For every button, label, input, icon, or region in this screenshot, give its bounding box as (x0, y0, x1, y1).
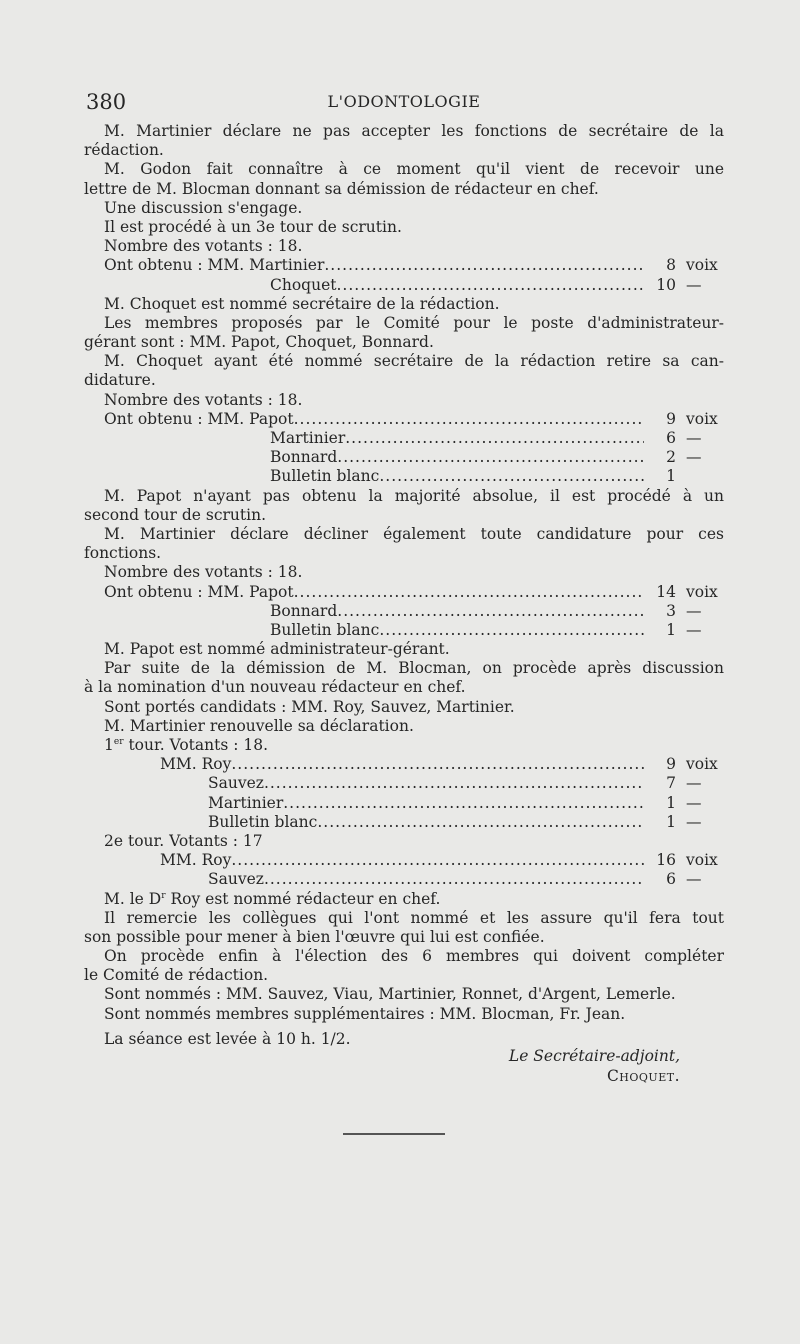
vote-unit: — (686, 275, 702, 294)
text-line: M. Papot est nommé administrateur-gérant. (104, 640, 450, 659)
page-number: 380 (86, 90, 127, 114)
signature-title: Le Secrétaire-adjoint, (508, 1047, 680, 1065)
leader-dots (379, 467, 644, 486)
text-line: Nombre des votants : 18. (104, 237, 303, 256)
text-line: le Comité de rédaction. (84, 966, 269, 985)
text-line: On procède enfin à l'élection des 6 membres qui doivent compléter (104, 947, 724, 966)
text-line: 2e tour. Votants : 17 (104, 831, 263, 850)
leader-dots (264, 774, 644, 793)
text-fragment: tour. Votants : 18. (123, 736, 269, 754)
vote-label: MM. Roy (160, 755, 232, 774)
leader-dots (336, 276, 644, 295)
vote-count: 1 (666, 620, 676, 639)
vote-count: 2 (666, 448, 676, 467)
leader-dots (345, 429, 644, 448)
text-fragment: Roy est nommé rédacteur en chef. (165, 889, 441, 908)
text-line: Par suite de la démission de M. Blocman, on procède après discussion (104, 659, 724, 678)
vote-row (84, 583, 724, 602)
vote-unit: voix (686, 582, 718, 601)
vote-count: 16 (656, 851, 676, 870)
text-line (84, 736, 724, 755)
vote-label: Choquet (270, 275, 337, 294)
vote-row (84, 621, 724, 640)
vote-row (84, 256, 724, 275)
text-line: M. Martinier déclare décliner également toute candidature pour ces (104, 524, 724, 543)
text-line (84, 890, 724, 909)
text-line: second tour de scrutin. (84, 505, 266, 524)
vote-row (84, 870, 724, 889)
vote-label: Ont obtenu : MM. Martinier (104, 256, 325, 275)
signature-name: Choquet. (606, 1067, 680, 1085)
vote-row (84, 276, 724, 295)
vote-row (84, 794, 724, 813)
vote-row (84, 467, 724, 486)
vote-unit: — (686, 601, 702, 620)
text-line: M. Godon fait connaître à ce moment qu'il vient de recevoir une (104, 160, 724, 179)
leader-dots (379, 621, 644, 640)
text-line: son possible pour mener à bien l'œuvre qui lui est confiée. (84, 927, 545, 946)
vote-count: 7 (666, 774, 676, 793)
text-line: La séance est levée à 10 h. 1/2. (104, 1029, 351, 1048)
vote-count: 3 (666, 601, 676, 620)
text-line: M. Papot n'ayant pas obtenu la majorité absolue, il est procédé à un (104, 486, 724, 505)
vote-row (84, 755, 724, 774)
vote-row (84, 410, 724, 429)
vote-count: 1 (666, 467, 676, 486)
text-line: Sont portés candidats : MM. Roy, Sauvez, Martinier. (104, 697, 515, 716)
text-line: M. Martinier renouvelle sa déclaration. (104, 716, 414, 735)
vote-label: Bulletin blanc (208, 812, 318, 831)
signature-block (509, 1046, 680, 1086)
closing-rule (343, 1133, 445, 1135)
leader-dots (337, 602, 644, 621)
vote-label: Sauvez (208, 774, 264, 793)
leader-dots (283, 794, 644, 813)
vote-count: 10 (656, 275, 676, 294)
page-body (84, 122, 724, 1049)
vote-count: 1 (666, 793, 676, 812)
vote-unit: — (686, 620, 702, 639)
superscript: er (113, 736, 124, 747)
text-line: gérant sont : MM. Papot, Choquet, Bonnard. (84, 333, 434, 352)
text-line: Sont nommés membres supplémentaires : MM. Blocman, Fr. Jean. (104, 1004, 626, 1023)
text-line: lettre de M. Blocman donnant sa démission de rédacteur en chef. (84, 179, 599, 198)
vote-unit: voix (686, 851, 718, 870)
text-fragment: 1 (104, 736, 114, 754)
running-head: L'ODONTOLOGIE (327, 92, 481, 111)
vote-label: Bulletin blanc (270, 620, 380, 639)
text-fragment: M. le D (104, 889, 162, 908)
vote-count: 6 (666, 870, 676, 889)
vote-unit: — (686, 812, 702, 831)
vote-count: 14 (656, 582, 676, 601)
vote-count: 1 (666, 812, 676, 831)
text-line: M. Martinier déclare ne pas accepter les fonctions de secrétaire de la (104, 122, 724, 140)
text-line: fonctions. (84, 544, 162, 563)
text-line: M. Choquet ayant été nommé secrétaire de la rédaction retire sa can- (104, 352, 724, 371)
vote-count: 6 (666, 429, 676, 447)
vote-label: Bonnard (270, 601, 338, 620)
text-line: M. Choquet est nommé secrétaire de la rédaction. (104, 294, 500, 313)
vote-label: MM. Roy (160, 851, 232, 870)
vote-row (84, 774, 724, 793)
vote-unit: — (686, 870, 702, 889)
vote-row (84, 602, 724, 621)
vote-label: Martinier (270, 429, 346, 447)
vote-row (84, 851, 724, 870)
text-line: Il est procédé à un 3e tour de scrutin. (104, 217, 402, 236)
leader-dots (324, 256, 644, 275)
text-line: à la nomination d'un nouveau rédacteur en chef. (84, 678, 466, 697)
vote-unit: — (686, 448, 702, 467)
vote-row (84, 813, 724, 832)
leader-dots (264, 870, 644, 889)
leader-dots (294, 410, 644, 429)
vote-label: Sauvez (208, 870, 264, 889)
vote-count: 9 (666, 409, 676, 428)
vote-count: 8 (666, 256, 676, 275)
vote-row (84, 429, 724, 448)
text-line: Sont nommés : MM. Sauvez, Viau, Martinier, Ronnet, d'Argent, Lemerle. (104, 985, 676, 1004)
text-line: Une discussion s'engage. (104, 198, 303, 217)
vote-label: Bonnard (270, 448, 338, 467)
leader-dots (231, 851, 644, 870)
superscript: r (161, 890, 166, 901)
leader-dots (231, 755, 644, 774)
vote-unit: voix (686, 256, 718, 275)
text-line: Il remercie les collègues qui l'ont nommé et les assure qu'il fera tout (104, 908, 724, 927)
vote-row (84, 448, 724, 467)
text-line: Nombre des votants : 18. (104, 563, 303, 582)
vote-unit: voix (686, 755, 718, 774)
leader-dots (317, 813, 644, 832)
vote-label: Martinier (208, 793, 284, 812)
vote-label: Bulletin blanc (270, 467, 380, 486)
leader-dots (337, 448, 644, 467)
vote-unit: — (686, 793, 702, 812)
vote-label: Ont obtenu : MM. Papot (104, 582, 294, 601)
vote-unit: — (686, 429, 702, 447)
page-header (86, 90, 722, 114)
vote-count: 9 (666, 755, 676, 774)
text-line: Les membres proposés par le Comité pour le poste d'administrateur- (104, 313, 724, 332)
leader-dots (294, 583, 644, 602)
vote-unit: voix (686, 409, 718, 428)
text-line: rédaction. (84, 141, 164, 160)
text-line: didature. (84, 371, 156, 390)
vote-unit: — (686, 774, 702, 793)
vote-label: Ont obtenu : MM. Papot (104, 409, 294, 428)
text-line: Nombre des votants : 18. (104, 390, 303, 409)
